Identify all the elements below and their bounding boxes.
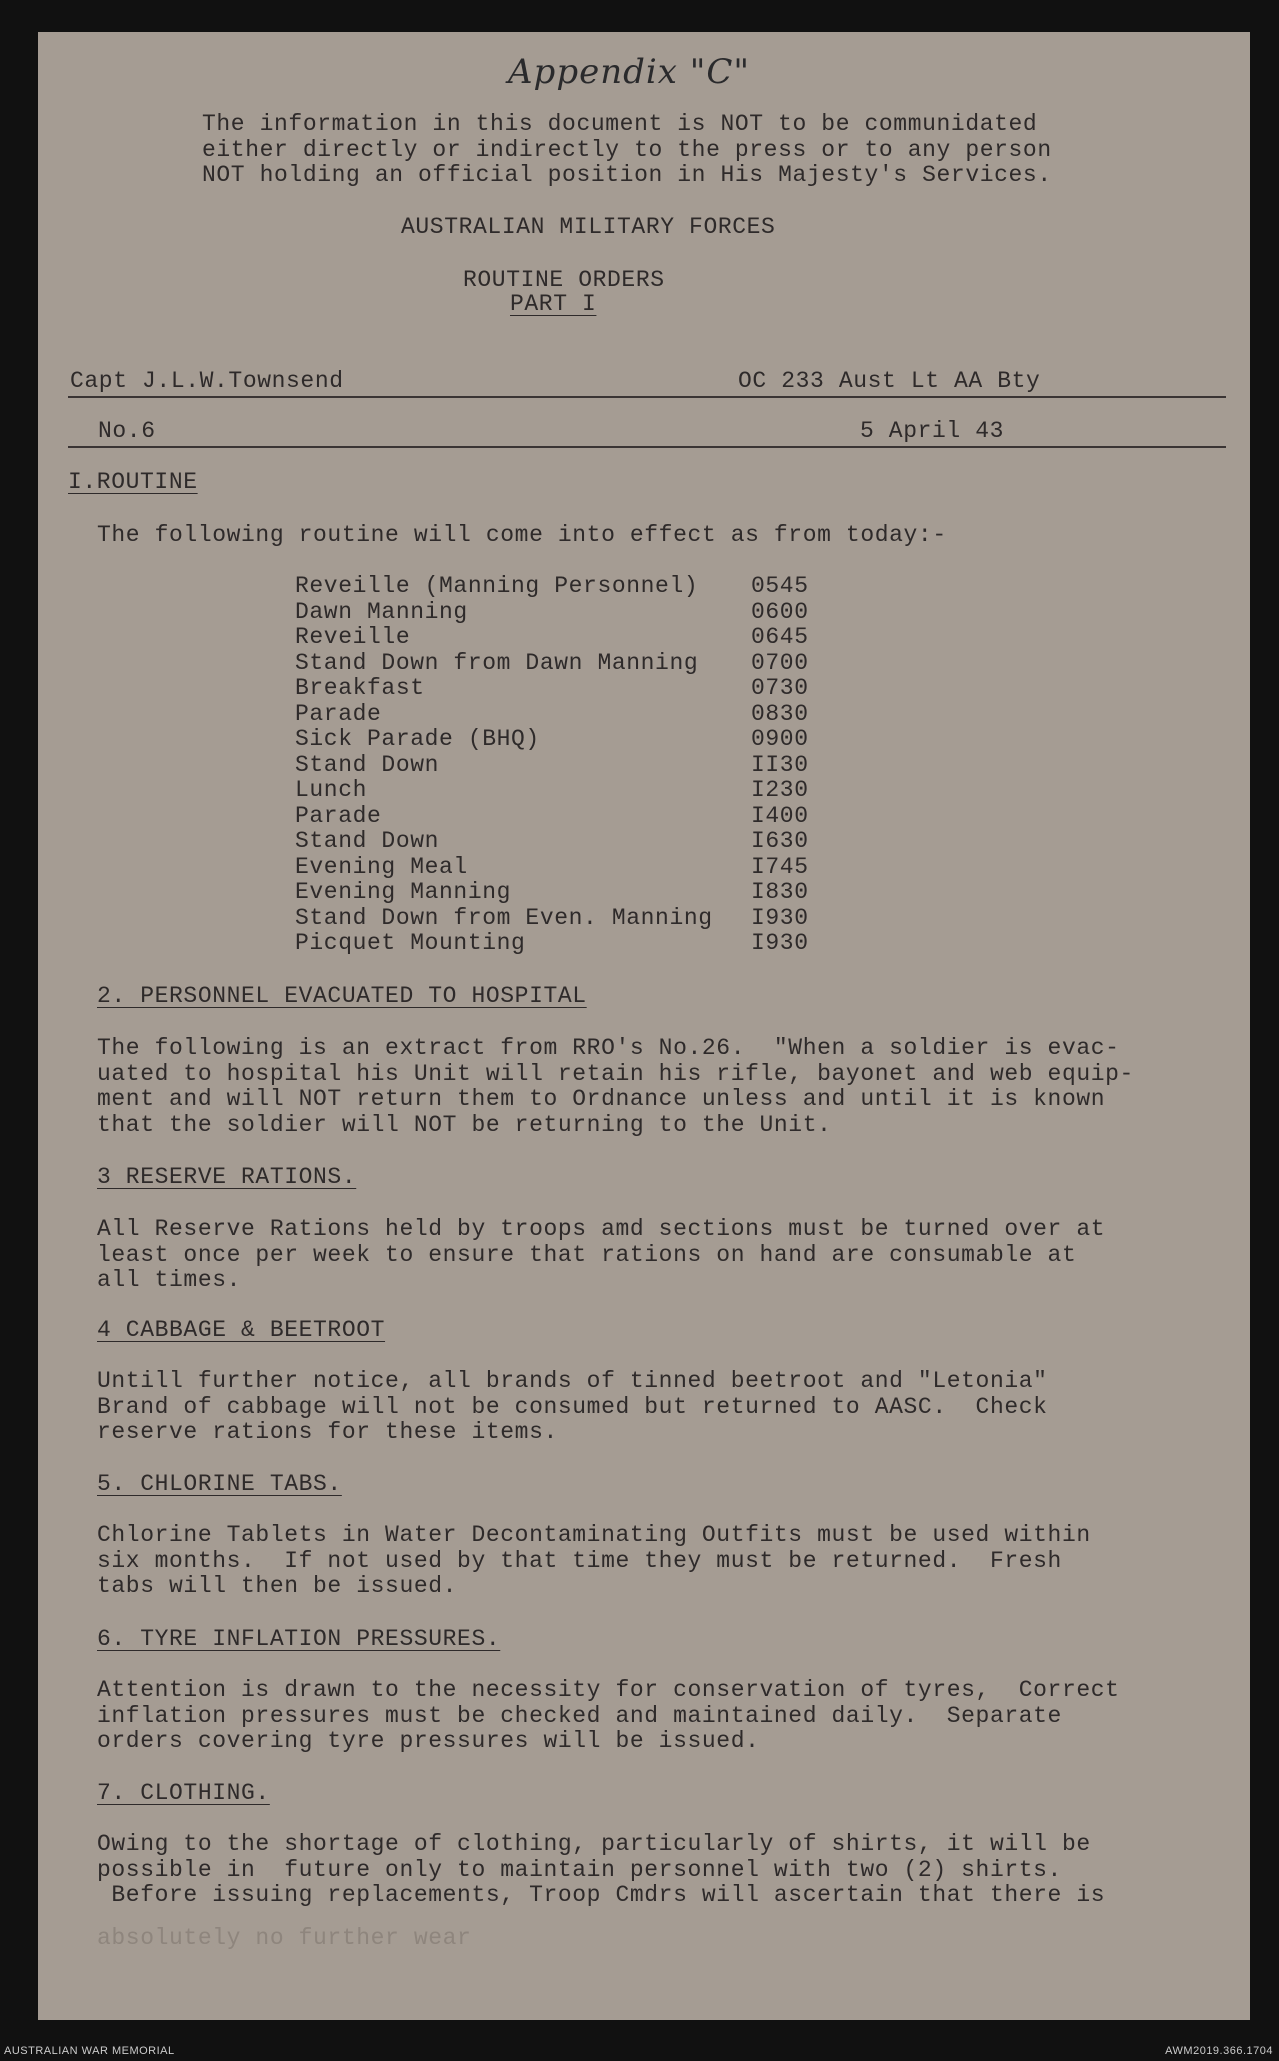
schedule-row (295, 828, 841, 854)
schedule-row (295, 777, 841, 803)
notice-line: either directly or indirectly to the press or to any person (202, 136, 1052, 163)
section-body-tyre: Attention is drawn to the necessity for conservation of tyres, Correct inflation pressures must be checked and maintained daily. Separate orders covering tyre pressures will be issued. (97, 1677, 1120, 1754)
faded-continuation-line: absolutely no further wear (97, 1925, 472, 1951)
schedule-activity: Stand Down from Even. Manning (295, 904, 713, 931)
section-heading-cabbage: 4 CABBAGE & BEETROOT (97, 1317, 386, 1343)
organization-title: AUSTRALIAN MILITARY FORCES (401, 214, 776, 240)
schedule-row (295, 879, 841, 905)
schedule-time: I230 (751, 777, 809, 803)
schedule-row (295, 701, 841, 727)
section-heading-clothing: 7. CLOTHING. (97, 1780, 270, 1806)
section-body-rations: All Reserve Rations held by troops amd sections must be turned over at least once per week to ensure that rations on hand are consumable at all times. (97, 1216, 1106, 1293)
schedule-activity: Evening Meal (295, 853, 468, 880)
order-date: 5 April 43 (860, 418, 1005, 444)
schedule-row (295, 624, 841, 650)
schedule-time: II30 (751, 751, 809, 778)
schedule-row (295, 599, 841, 625)
schedule-row (295, 752, 841, 778)
schedule-activity: Lunch (295, 777, 368, 803)
section-heading-routine: I.ROUTINE (68, 469, 198, 495)
schedule-row (295, 854, 841, 880)
section-heading-tyre: 6. TYRE INFLATION PRESSURES. (97, 1626, 501, 1652)
schedule-time: I630 (751, 828, 809, 854)
schedule-activity: Stand Down (295, 751, 440, 778)
schedule-time: 0600 (751, 598, 809, 625)
date-divider (68, 446, 1226, 448)
schedule-time: 0700 (751, 649, 809, 676)
document-page (38, 32, 1250, 2020)
schedule-time: I930 (751, 904, 809, 931)
security-notice (202, 112, 1052, 189)
routine-intro: The following routine will come into effect as from today:- (97, 522, 947, 548)
schedule-activity: Stand Down from Dawn Manning (295, 649, 699, 676)
schedule-row (295, 675, 841, 701)
document-part: PART I (510, 291, 597, 317)
schedule-time: I930 (751, 930, 809, 956)
schedule-time: 0900 (751, 726, 809, 752)
notice-line: The information in this document is NOT to be communidated (202, 111, 1038, 137)
schedule-time: I400 (751, 802, 809, 829)
schedule-row (295, 905, 841, 931)
schedule-time: I830 (751, 879, 809, 905)
schedule-activity: Parade (295, 802, 382, 829)
handwritten-title: Appendix "C" (508, 52, 751, 92)
schedule-activity: Picquet Mounting (295, 930, 526, 956)
schedule-time: 0830 (751, 700, 809, 727)
schedule-row (295, 726, 841, 752)
schedule-row (295, 650, 841, 676)
schedule-time: 0730 (751, 675, 809, 701)
schedule-activity: Evening Manning (295, 879, 512, 905)
schedule-activity: Stand Down (295, 828, 440, 854)
schedule-row (295, 803, 841, 829)
schedule-time: 0645 (751, 624, 809, 650)
section-heading-chlorine: 5. CHLORINE TABS. (97, 1471, 342, 1497)
archive-credit: AUSTRALIAN WAR MEMORIAL (4, 2045, 175, 2057)
schedule-activity: Reveille (Manning Personnel) (295, 573, 699, 599)
section-body-chlorine: Chlorine Tablets in Water Decontaminating Outfits must be used within six months. If not used by that time they must be returned. Fresh tabs will then be issued. (97, 1522, 1091, 1599)
schedule-activity: Dawn Manning (295, 598, 468, 625)
section-body-cabbage: Untill further notice, all brands of tinned beetroot and "Letonia" Brand of cabbage will not be consumed but returned to AASC. Check reserve rations for these items. (97, 1368, 1048, 1445)
notice-line: NOT holding an official position in His Majesty's Services. (202, 162, 1052, 188)
unit-name: OC 233 Aust Lt AA Bty (738, 368, 1041, 394)
archive-reference: AWM2019.366.1704 (1165, 2045, 1273, 2057)
section-body-personnel: The following is an extract from RRO's No.26. "When a soldier is evac- uated to hospital his Unit will retain his rifle, bayonet and web equip- ment and will NOT return them to Ordnance unless and until it is known that the soldier will NOT be returning to the Unit. (97, 1035, 1134, 1138)
schedule-row (295, 573, 841, 599)
schedule-time: I745 (751, 853, 809, 880)
schedule-activity: Parade (295, 700, 382, 727)
schedule-time: 0545 (751, 573, 809, 599)
schedule-activity: Reveille (295, 624, 411, 650)
routine-schedule (295, 573, 841, 956)
schedule-activity: Breakfast (295, 675, 425, 701)
header-divider (68, 396, 1226, 398)
order-number: No.6 (98, 418, 156, 444)
officer-name: Capt J.L.W.Townsend (70, 368, 344, 394)
schedule-row (295, 930, 841, 956)
section-heading-rations: 3 RESERVE RATIONS. (97, 1164, 357, 1190)
section-body-clothing: Owing to the shortage of clothing, particularly of shirts, it will be possible in future only to maintain personnel with two (2) shirts. Before issuing replacements, Troop Cmdrs will ascertain that there is (97, 1831, 1106, 1908)
document-title: ROUTINE ORDERS (463, 267, 665, 293)
schedule-activity: Sick Parade (BHQ) (295, 726, 540, 752)
section-heading-personnel: 2. PERSONNEL EVACUATED TO HOSPITAL (97, 983, 587, 1009)
